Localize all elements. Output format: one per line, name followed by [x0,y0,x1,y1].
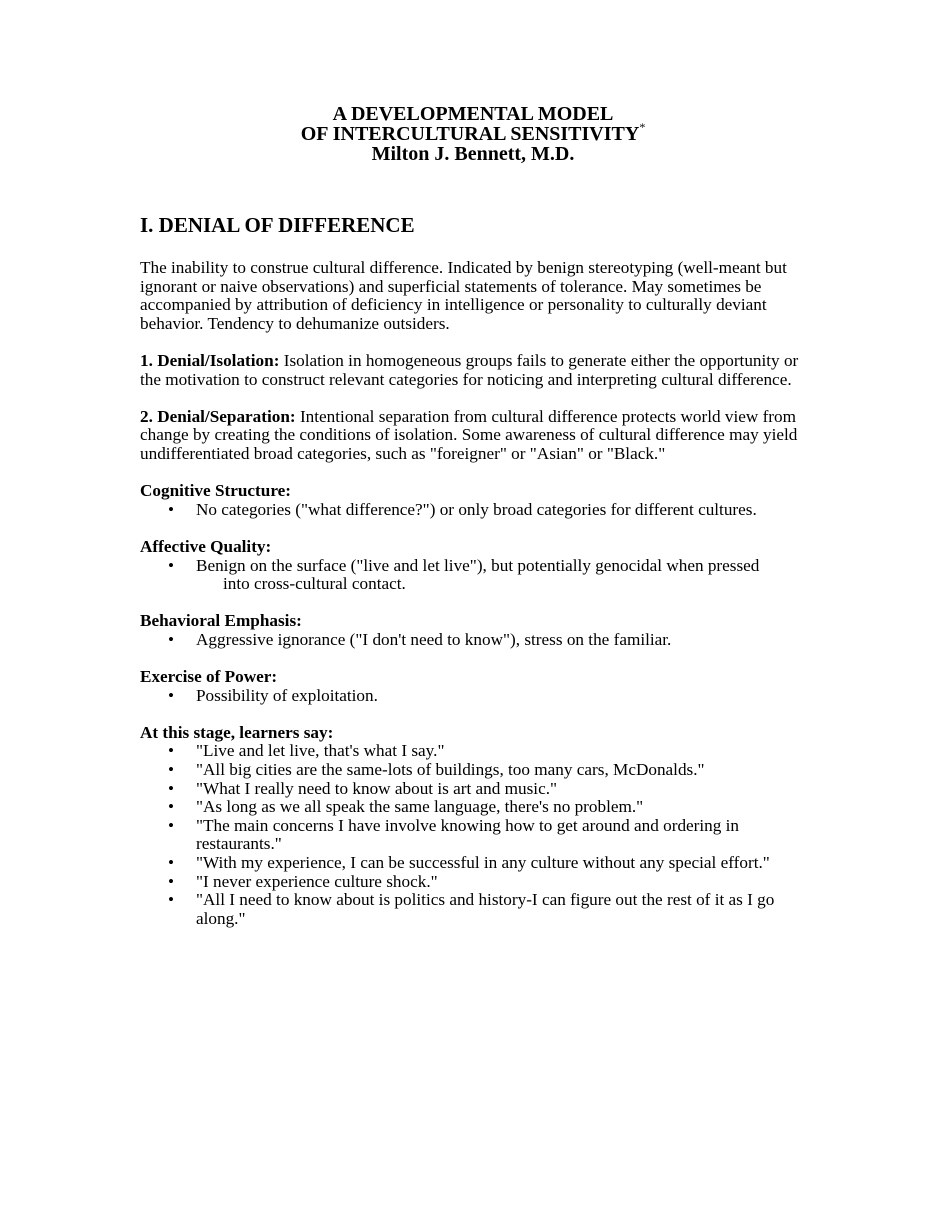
list-item [140,761,815,780]
cognitive-structure-heading: Cognitive Structure: [140,481,292,501]
affective-quality-list [140,557,815,594]
list-item [140,817,815,854]
author-line: Milton J. Bennett, M.D. [371,143,575,165]
denial-separation-text: Intentional separation from cultural difference protects world view from change by creating the conditions of isolation. Some awareness of cultural difference may yield undifferentiated broad categories, such as "foreigner" or "Asian" or "Black." [140,406,798,463]
behavioral-emphasis-list [140,631,815,650]
bullet-icon: • [168,760,175,780]
exercise-of-power-list [140,687,815,706]
list-item-text: "I never experience culture shock." [196,871,438,891]
list-item-text: "All I need to know about is politics and history-I can figure out the rest of it as I go along." [196,890,775,928]
list-item [140,780,815,799]
denial-separation-paragraph [140,408,815,464]
bullet-icon: • [168,629,175,649]
bullet-icon: • [168,685,175,705]
bullet-icon: • [168,890,175,910]
learners-say-list [140,742,815,928]
bullet-icon: • [168,871,175,891]
list-item-text: No categories ("what difference?") or only broad categories for different cultures. [196,499,757,519]
bullet-icon: • [168,555,175,575]
list-item [140,501,815,520]
bullet-icon: • [168,853,175,872]
list-item [140,798,815,817]
footnote-mark: * [639,120,646,134]
bullet-icon: • [168,499,175,519]
list-item [140,891,815,928]
list-item [140,854,815,873]
denial-isolation-text: Isolation in homogeneous groups fails to generate either the opportunity or the motivation to construct relevant categories for noticing and interpreting cultural difference. [140,350,799,389]
list-item [140,557,815,594]
denial-isolation-paragraph [140,352,815,389]
bullet-icon: • [168,797,175,817]
list-item [140,631,815,650]
intro-paragraph: The inability to construe cultural difference. Indicated by benign stereotyping (well-meant but ignorant or naive observations) and superficial statements of tolerance. May sometimes be accompanied by attribution of deficiency in intelligence or personality to culturally deviant behavior. Tendency to dehumanize outsiders. [140,258,787,333]
list-item-text: "The main concerns I have involve knowing how to get around and ordering in restaurants." [196,815,740,854]
list-item-text: Benign on the surface ("live and let live"), but potentially genocidal when pressed [196,555,760,575]
title-line-2 [0,120,946,145]
title-text-1: A DEVELOPMENTAL MODEL [332,103,614,125]
list-item-text: "What I really need to know about is art and music." [196,778,558,798]
section-heading: I. DENIAL OF DIFFERENCE [140,213,415,237]
bullet-icon: • [168,741,175,761]
main-content [140,213,815,947]
list-item-text: "All big cities are the same-lots of buildings, too many cars, McDonalds." [196,760,705,780]
bullet-icon: • [168,778,175,798]
title-block [0,104,946,164]
list-item [140,687,815,706]
bullet-icon: • [168,815,175,835]
denial-isolation-label: 1. Denial/Isolation: [140,350,280,370]
title-line-1 [0,104,946,124]
list-item-text: Possibility of exploitation. [196,685,378,705]
list-item-text: "As long as we all speak the same language, there's no problem." [196,797,644,817]
list-item [140,742,815,761]
cognitive-structure-list [140,501,815,520]
affective-quality-heading: Affective Quality: [140,536,272,556]
list-item-text: "With my experience, I can be successful in any culture without any special effort." [196,853,770,872]
exercise-of-power-heading: Exercise of Power: [140,667,278,687]
list-item-text: "Live and let live, that's what I say." [196,741,445,761]
learners-say-heading: At this stage, learners say: [140,722,334,742]
list-item-continuation: into cross-cultural contact. [223,574,406,594]
behavioral-emphasis-heading: Behavioral Emphasis: [140,611,302,631]
denial-separation-label: 2. Denial/Separation: [140,406,296,426]
list-item-text: Aggressive ignorance ("I don't need to know"), stress on the familiar. [196,629,672,649]
list-item [140,873,815,892]
title-text-2: OF INTERCULTURAL SENSITIVITY [300,123,640,145]
